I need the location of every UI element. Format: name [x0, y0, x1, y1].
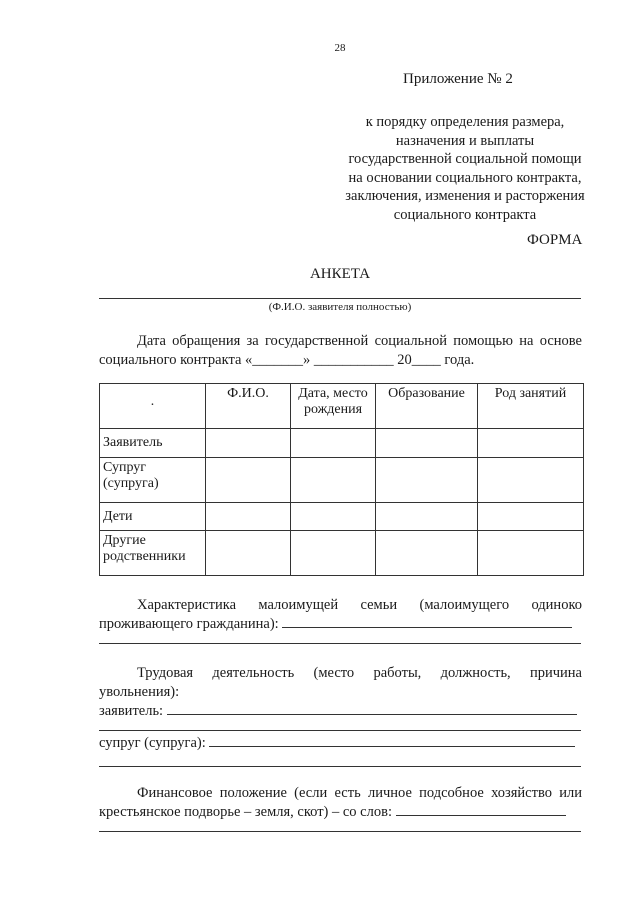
appendix-line: заключения, изменения и расторжения	[345, 188, 585, 204]
characteristics-section	[99, 596, 582, 634]
finance-section	[99, 784, 582, 822]
labor-applicant-wrap	[99, 702, 582, 721]
table-cell[interactable]	[206, 531, 291, 576]
characteristics-line1: Характеристика малоимущей семьи (малоимущего одиноко	[137, 597, 582, 613]
table-header-row	[100, 384, 584, 429]
finance-input-line[interactable]	[396, 815, 566, 816]
header-occupation: Род занятий	[478, 384, 584, 429]
appendix-title: Приложение № 2	[403, 71, 513, 87]
table-cell[interactable]	[478, 458, 584, 503]
characteristics-line2-wrap	[99, 615, 582, 634]
table-cell[interactable]	[376, 531, 478, 576]
labor-spouse-label: супруг (супруга):	[99, 735, 206, 751]
corner-mark: ·	[150, 398, 155, 413]
appendix-description	[320, 113, 610, 224]
fio-caption: (Ф.И.О. заявителя полностью)	[268, 301, 412, 313]
spouse-input-line-2[interactable]	[99, 766, 581, 767]
labor-line1: Трудовая деятельность (место работы, должность, причина	[137, 665, 582, 681]
appendix-line: социального контракта	[393, 206, 537, 223]
header-education: Образование	[376, 384, 478, 429]
row-label: Дети	[100, 503, 206, 531]
forma-label: ФОРМА	[527, 232, 583, 248]
appendix-line: назначения и выплаты	[395, 132, 535, 149]
labor-spouse-wrap	[99, 734, 582, 753]
date-statement-line1: Дата обращения за государственной социальной помощью на основе	[137, 333, 582, 349]
row-label: Супруг (супруга)	[100, 458, 206, 503]
table-cell[interactable]	[206, 429, 291, 458]
spouse-input-line[interactable]	[209, 746, 575, 747]
table-row	[100, 531, 584, 576]
family-table	[99, 383, 584, 576]
page-number: 28	[334, 42, 346, 54]
appendix-line: к порядку определения размера,	[365, 114, 565, 130]
labor-section	[99, 664, 582, 721]
table-corner-cell	[100, 384, 206, 429]
table-cell[interactable]	[291, 531, 376, 576]
applicant-input-line[interactable]	[167, 714, 577, 715]
table-cell[interactable]	[291, 503, 376, 531]
header-fio: Ф.И.О.	[206, 384, 291, 429]
date-statement	[99, 332, 582, 370]
anketa-title: АНКЕТА	[309, 266, 371, 282]
characteristics-input-line-2[interactable]	[99, 643, 581, 644]
table-cell[interactable]	[291, 458, 376, 503]
finance-line2: крестьянское подворье – земля, скот) – со слов:	[99, 804, 392, 820]
table-cell[interactable]	[478, 429, 584, 458]
finance-line2-wrap	[99, 803, 582, 822]
finance-input-line-2[interactable]	[99, 831, 581, 832]
header-birth: Дата, место рождения	[291, 384, 376, 429]
date-statement-line2: социального контракта «_______» ___________ 20____ года.	[99, 352, 475, 368]
table-cell[interactable]	[206, 458, 291, 503]
table-cell[interactable]	[478, 503, 584, 531]
labor-line2: увольнения):	[99, 684, 180, 700]
characteristics-line2: проживающего гражданина):	[99, 616, 279, 632]
table-row	[100, 429, 584, 458]
fio-input-line[interactable]	[99, 298, 581, 299]
table-cell[interactable]	[478, 531, 584, 576]
table-row	[100, 503, 584, 531]
row-label: Другие родственники	[100, 531, 206, 576]
characteristics-input-line[interactable]	[282, 627, 572, 628]
table-row	[100, 458, 584, 503]
table-cell[interactable]	[376, 458, 478, 503]
appendix-line: государственной социальной помощи	[348, 151, 582, 167]
table-cell[interactable]	[376, 429, 478, 458]
applicant-input-line-2[interactable]	[99, 730, 581, 731]
finance-line1: Финансовое положение (если есть личное подсобное хозяйство или	[137, 785, 582, 801]
appendix-line: на основании социального контракта,	[348, 169, 582, 186]
row-label: Заявитель	[100, 429, 206, 458]
labor-applicant-label: заявитель:	[99, 703, 164, 719]
table-cell[interactable]	[206, 503, 291, 531]
table-cell[interactable]	[376, 503, 478, 531]
table-cell[interactable]	[291, 429, 376, 458]
